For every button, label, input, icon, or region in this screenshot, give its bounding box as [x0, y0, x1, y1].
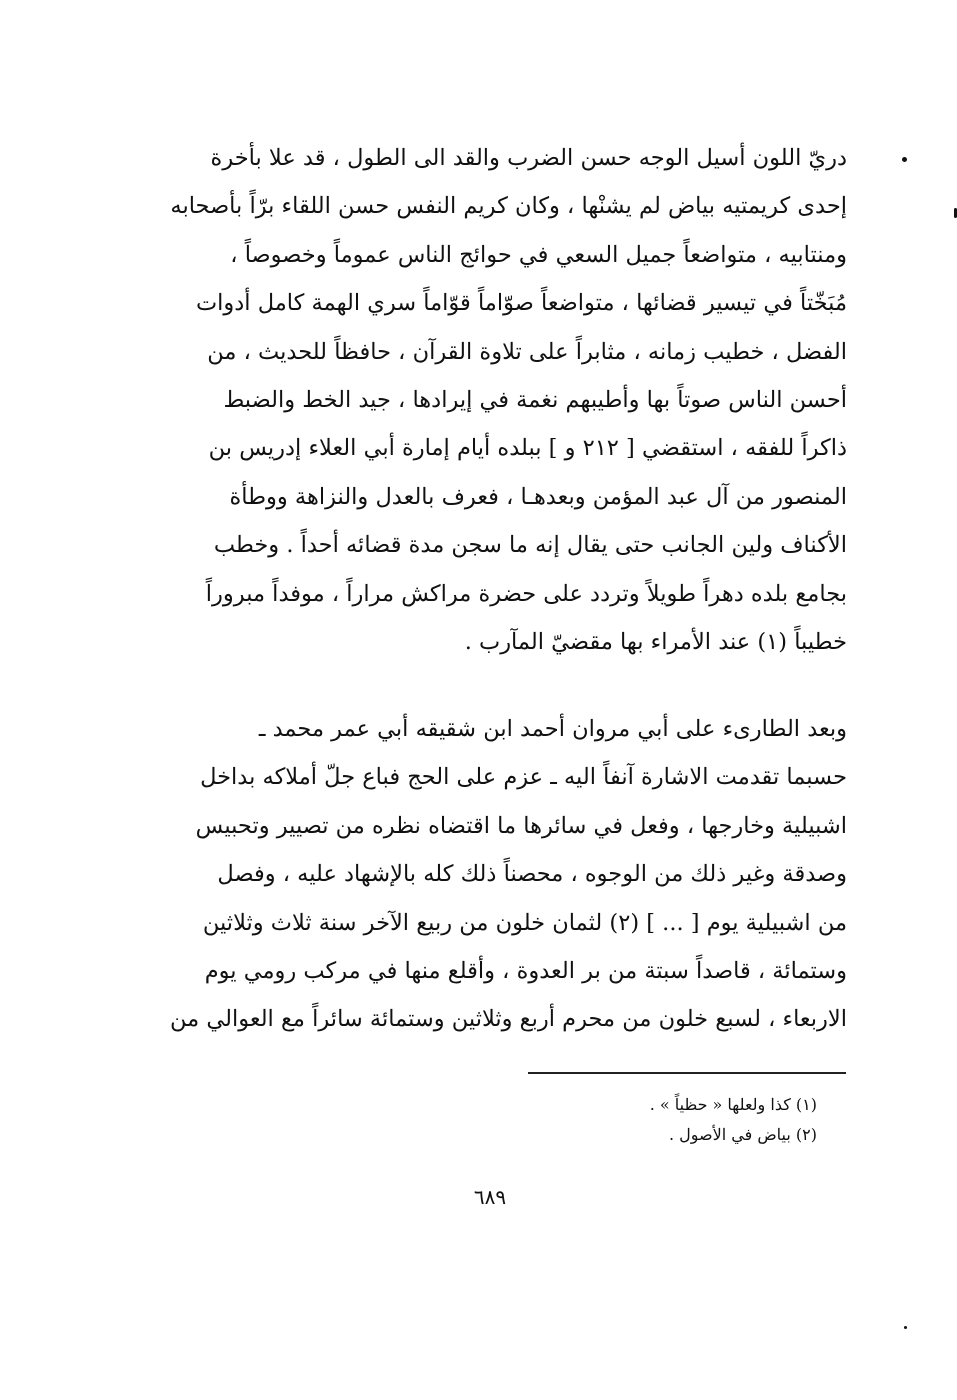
page-number: ٦٨٩ [473, 1185, 507, 1209]
footnote-2: (٢) بياض في الأصول . [668, 1125, 817, 1144]
text-line: اشبيلية وخارجها ، وفعل في سائرها ما اقتضاه نظره من تصيير وتحبيس [195, 812, 847, 839]
text-line: خطيباً (١) عند الأمراء بها مقضيّ المآرب . [464, 628, 847, 655]
text-line: حسبما تقدمت الاشارة آنفاً اليه ـ عزم على الحج فباع جلّ أملاكه بداخل [200, 764, 847, 791]
text-line: وستمائة ، قاصداً سبتة من بر العدوة ، وأقلع منها في مركب رومي يوم [204, 957, 847, 984]
text-line: دريّ اللون أسيل الوجه حسن الضرب والقد الى الطول ، قد علا بأخرة [210, 145, 847, 171]
text-line: أحسن الناس صوتاً بها وأطيبهم نغمة في إيرادها ، جيد الخط والضبط [223, 386, 847, 413]
footnote-divider [528, 1072, 846, 1074]
text-line: الاربعاء ، لسبع خلون من محرم أربع وثلاثين وستمائة سائراً مع العوالي من [170, 1006, 847, 1033]
text-line: ومنتابيه ، متواضعاً جميل السعي في حوائج الناس عموماً وخصوصاً ، [230, 241, 847, 268]
text-line: بجامع بلده دهراً طويلاً وتردد على حضرة مراكش مراراً ، موفداً مبروراً [205, 580, 847, 607]
footnotes [457, 1090, 817, 1150]
text-line: الفضل ، خطيب زمانه ، مثابراً على تلاوة القرآن ، حافظاً للحديث ، من [207, 338, 847, 365]
text-line: من اشبيلية يوم [ ... ] (٢) لثمان خلون من ربيع الآخر سنة ثلاث وثلاثين [202, 909, 847, 936]
margin-speck [902, 157, 907, 162]
text-line: وبعد الطارىء على أبي مروان أحمد ابن شقيقه أبي عمر محمد ـ [258, 716, 847, 742]
footnote-1: (١) كذا ولعلها « حظياً » . [649, 1095, 817, 1114]
paragraph-2 [167, 705, 847, 1044]
text-line: ذاكراً للفقه ، استقضي [ ٢١٢ و ] ببلده أيام إمارة أبي العلاء إدريس بن [208, 435, 847, 462]
text-line: مُبَخّتاً في تيسير قضائها ، متواضعاً صوّاماً قوّاماً سري الهمة كامل أدوات [195, 290, 847, 317]
margin-speck [904, 1326, 907, 1329]
text-line: إحدى كريمتيه بياض لم يشنْها ، وكان كريم النفس حسن اللقاء برّاً بأصحابه [170, 193, 847, 220]
text-line: الأكناف ولين الجانب حتى يقال إنه ما سجن مدة قضائه أحداً . وخطب [213, 532, 847, 559]
text-line: وصدقة وغير ذلك من الوجوه ، محصناً ذلك كله بالإشهاد عليه ، وفصل [217, 861, 847, 888]
text-line: المنصور من آل عبد المؤمن وبعدهـا ، فعرف بالعدل والنزاهة ووطأة [229, 483, 847, 510]
paragraph-1 [167, 134, 847, 666]
